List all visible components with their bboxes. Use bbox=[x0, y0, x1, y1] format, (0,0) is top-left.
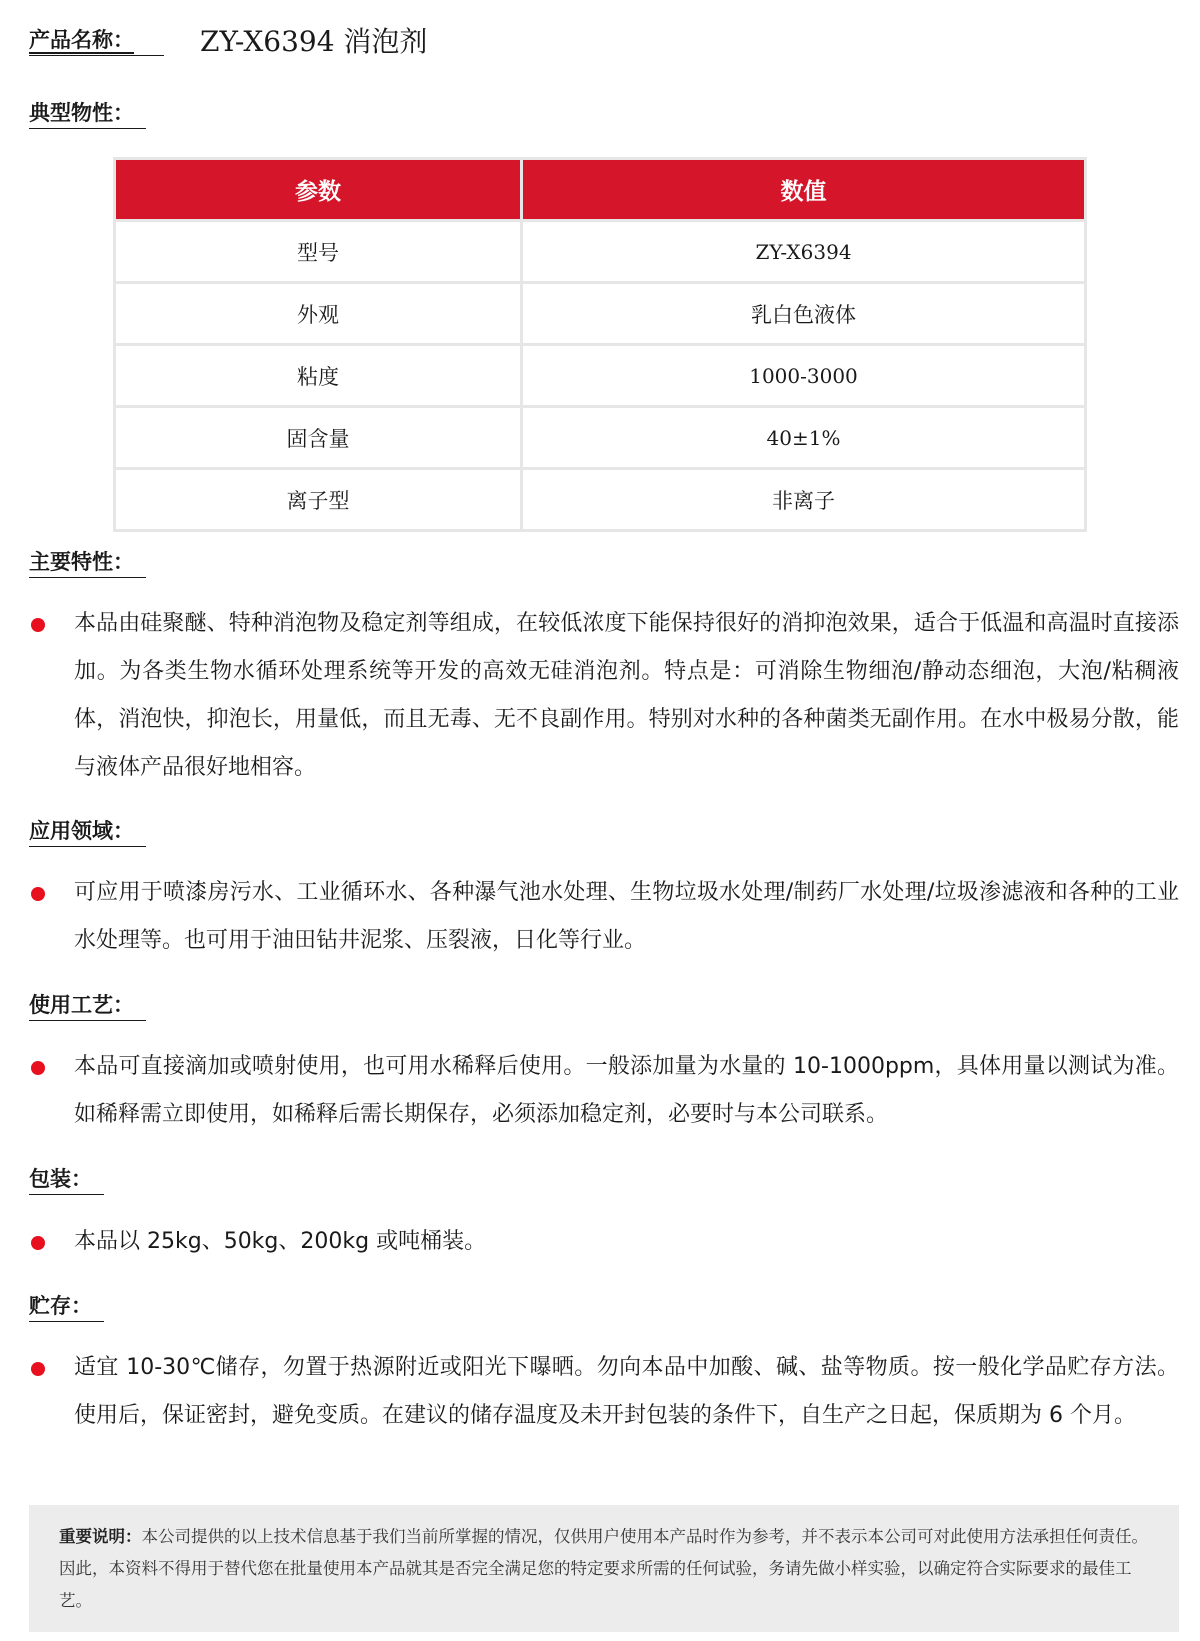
table-cell-param: 固含量 bbox=[116, 408, 520, 467]
section-title-features: 主要特性： bbox=[29, 547, 146, 578]
bullet-dot-icon bbox=[31, 1061, 45, 1075]
table-row bbox=[116, 222, 1084, 281]
features-paragraph: 本品由硅聚醚、特种消泡物及稳定剂等组成，在较低浓度下能保持很好的消抑泡效果，适合于低温和高温时直接添加。为各类生物水循环处理系统等开发的高效无硅消泡剂。特点是：可消除生物细泡/静动态细泡，大泡/粘稠液体，消泡快，抑泡长，用量低，而且无毒、无不良副作用。特别对水种的各种菌类无副作用。在水中极易分散，能与液体产品很好地相容。 bbox=[74, 611, 1179, 780]
important-notice bbox=[29, 1505, 1179, 1632]
bullet-dot-icon bbox=[31, 1362, 45, 1376]
properties-table bbox=[113, 157, 1087, 532]
product-title bbox=[29, 20, 427, 60]
applications-paragraph: 可应用于喷漆房污水、工业循环水、各种瀑气池水处理、生物垃圾水处理/制药厂水处理/垃圾渗滤液和各种的工业水处理等。也可用于油田钻井泥浆、压裂液，日化等行业。 bbox=[74, 880, 1179, 953]
table-header-value: 数值 bbox=[523, 160, 1084, 219]
table-header-row bbox=[116, 160, 1084, 219]
list-item-usage bbox=[29, 1043, 1179, 1139]
table-cell-value: 1000-3000 bbox=[523, 346, 1084, 405]
table-row bbox=[116, 470, 1084, 529]
usage-paragraph: 本品可直接滴加或喷射使用，也可用水稀释后使用。一般添加量为水量的 10-1000ppm，具体用量以测试为准。如稀释需立即使用，如稀释后需长期保存，必须添加稳定剂，必要时与本公司联系。 bbox=[74, 1054, 1179, 1127]
table-cell-value: 非离子 bbox=[523, 470, 1084, 529]
section-title-properties: 典型物性： bbox=[29, 98, 146, 129]
table-row bbox=[116, 284, 1084, 343]
table-header-param: 参数 bbox=[116, 160, 520, 219]
table-cell-value: ZY-X6394 bbox=[523, 222, 1084, 281]
table-cell-value: 乳白色液体 bbox=[523, 284, 1084, 343]
product-name: ZY-X6394 消泡剂 bbox=[200, 25, 428, 58]
table-cell-value: 40±1% bbox=[523, 408, 1084, 467]
product-label: 产品名称： bbox=[29, 25, 164, 56]
section-title-usage: 使用工艺： bbox=[29, 990, 146, 1021]
table-cell-param: 粘度 bbox=[116, 346, 520, 405]
bullet-dot-icon bbox=[31, 618, 45, 632]
notice-label: 重要说明： bbox=[59, 1527, 142, 1546]
notice-text: 本公司提供的以上技术信息基于我们当前所掌握的情况，仅供用户使用本产品时作为参考，并不表示本公司可对此使用方法承担任何责任。因此，本资料不得用于替代您在批量使用本产品就其是否完全满足您的特定要求所需的任何试验，务请先做小样实验，以确定符合实际要求的最佳工艺。 bbox=[59, 1527, 1148, 1610]
list-item-features bbox=[29, 600, 1179, 792]
table-cell-param: 外观 bbox=[116, 284, 520, 343]
list-item-packaging bbox=[29, 1218, 1179, 1266]
storage-paragraph: 适宜 10-30℃储存，勿置于热源附近或阳光下曝晒。勿向本品中加酸、碱、盐等物质。按一般化学品贮存方法。使用后，保证密封，避免变质。在建议的储存温度及未开封包装的条件下，自生产之日起，保质期为 6 个月。 bbox=[74, 1355, 1179, 1428]
table-cell-param: 型号 bbox=[116, 222, 520, 281]
table-row bbox=[116, 408, 1084, 467]
bullet-dot-icon bbox=[31, 1236, 45, 1250]
section-title-applications: 应用领域： bbox=[29, 816, 146, 847]
table-cell-param: 离子型 bbox=[116, 470, 520, 529]
bullet-dot-icon bbox=[31, 887, 45, 901]
packaging-paragraph: 本品以 25kg、50kg、200kg 或吨桶装。 bbox=[74, 1229, 487, 1254]
section-title-storage: 贮存： bbox=[29, 1291, 104, 1322]
list-item-storage bbox=[29, 1344, 1179, 1440]
table-row bbox=[116, 346, 1084, 405]
section-title-packaging: 包装： bbox=[29, 1164, 104, 1195]
list-item-applications bbox=[29, 869, 1179, 965]
